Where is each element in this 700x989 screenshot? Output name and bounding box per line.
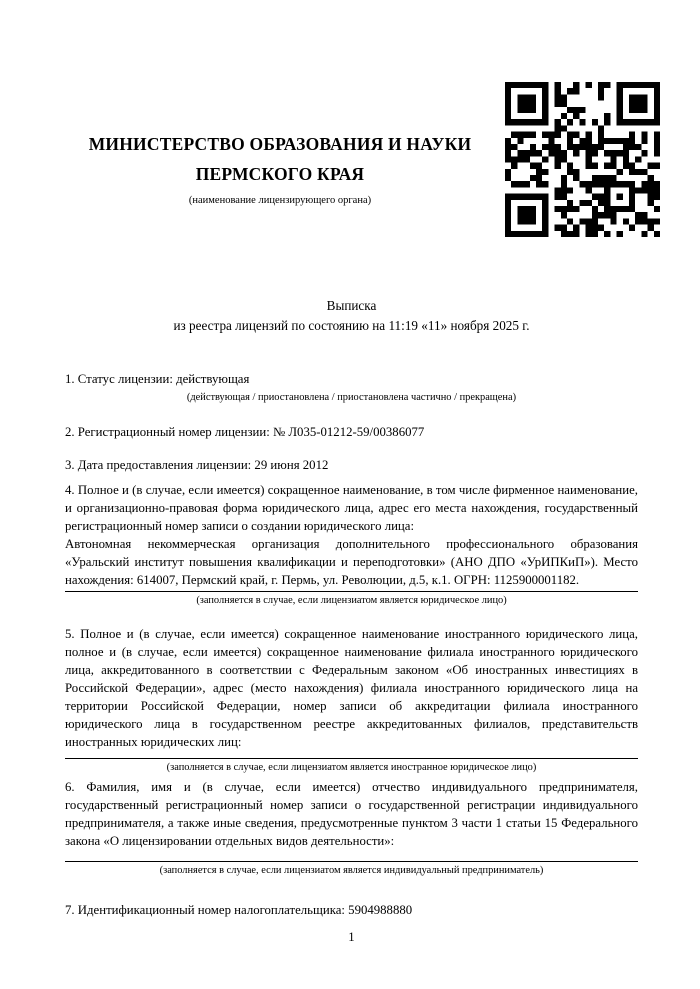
legal-entity-caption: (заполняется в случае, если лицензиатом является юридическое лицо) xyxy=(196,595,507,606)
foreign-entity-caption: (заполняется в случае, если лицензиатом является иностранное юридическое лицо) xyxy=(166,762,537,773)
document-title-line1: Выписка xyxy=(326,298,377,313)
foreign-entity-label: 5. Полное и (в случае, если имеется) сокращенное наименование иностранного юридического лица, полное и (в случае, если имеется) сокращенное наименование филиала иностранного юридического лица, аккредитованного в соответствии с Федеральным законом «Об иностранных инвестициях в Российской Федерации», адрес (место нахождения) филиала иностранного юридического лица на территории Российской Федерации, номер записи об аккредитации филиала иностранного юридического лица в государственном реестре аккредитованных филиалов, представительств иностранных юридических лиц: xyxy=(65,627,638,749)
entrepreneur-label: 6. Фамилия, имя и (в случае, если имеется) отчество индивидуального предпринимателя, государственный регистрационный номер записи о государственной регистрации индивидуального предпринимателя, а также иные сведения, предусмотренные пунктом 3 части 1 статьи 15 Федерального закона «О лицензировании отдельных видов деятельности»: xyxy=(65,780,638,848)
item-entrepreneur xyxy=(65,778,638,877)
legal-entity-label: 4. Полное и (в случае, если имеется) сокращенное наименование, в том числе фирменное наименование, и организационно-правовая форма юридического лица, адрес его места нахождения, государственный регистрационный номер записи о создании юридического лица: xyxy=(65,483,638,533)
fill-in-line xyxy=(65,861,638,862)
ministry-name-line2: ПЕРМСКОГО КРАЯ xyxy=(195,164,365,184)
legal-entity-value: Автономная некоммерческая организация дополнительного профессионального образования «Уральский институт повышения квалификации и переподготовки» (АНО ДПО «УрИПКиП»). Место нахождения: 614007, Пермский край, г. Пермь, ул. Революции, д.5, к.1. ОГРН: 1125900001182. xyxy=(65,537,638,587)
document-title xyxy=(65,296,638,336)
licensing-authority-caption: (наименование лицензирующего органа) xyxy=(188,195,372,206)
fill-in-line xyxy=(65,758,638,759)
taxpayer-number-text: 7. Идентификационный номер налогоплательщика: 5904988880 xyxy=(65,903,413,917)
item-registration-number xyxy=(65,423,638,441)
license-status-caption: (действующая / приостановлена / приостановлена частично / прекращена) xyxy=(186,392,517,403)
qr-code-icon xyxy=(505,82,660,237)
licensing-authority-block xyxy=(65,129,495,207)
license-status-text: 1. Статус лицензии: действующая xyxy=(65,372,250,386)
ministry-name-line1: МИНИСТЕРСТВО ОБРАЗОВАНИЯ И НАУКИ xyxy=(88,134,472,154)
fill-in-line xyxy=(65,591,638,592)
page-number: 1 xyxy=(348,930,355,944)
item-license-status xyxy=(65,370,638,404)
item-foreign-entity xyxy=(65,625,638,774)
item-legal-entity xyxy=(65,481,638,607)
entrepreneur-caption: (заполняется в случае, если лицензиатом является индивидуальный предприниматель) xyxy=(159,865,544,876)
document-title-line2: из реестра лицензий по состоянию на 11:19 «11» ноября 2025 г. xyxy=(173,318,530,333)
item-grant-date xyxy=(65,456,638,474)
registration-number-text: 2. Регистрационный номер лицензии: № Л035-01212-59/00386077 xyxy=(65,425,425,439)
grant-date-text: 3. Дата предоставления лицензии: 29 июня 2012 xyxy=(65,458,329,472)
item-taxpayer-number xyxy=(65,901,638,919)
